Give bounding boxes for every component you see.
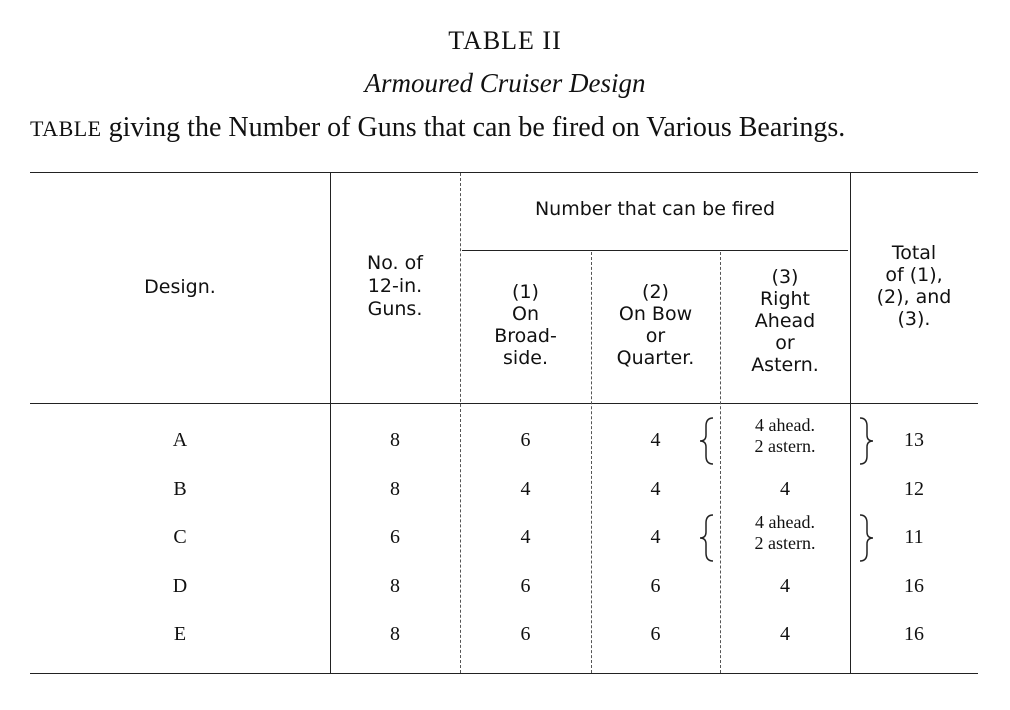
header-total xyxy=(850,242,978,330)
header-broadside-line: side. xyxy=(503,347,548,369)
row-d-bow: 6 xyxy=(650,575,661,597)
header-guns xyxy=(330,252,460,321)
table-number xyxy=(0,26,1010,56)
header-broadside-line: Broad- xyxy=(494,325,557,347)
row-c-bow: 4 xyxy=(650,526,661,548)
row-a-guns: 8 xyxy=(390,429,400,451)
row-b-guns: 8 xyxy=(390,478,400,500)
header-guns-line: Guns. xyxy=(367,298,423,320)
left-brace-icon xyxy=(697,416,717,466)
header-total-line: (2), and xyxy=(876,286,952,308)
header-ahead-line: Astern. xyxy=(751,354,819,376)
header-guns-line: 12-in. xyxy=(367,275,423,297)
row-a-design: A xyxy=(172,429,188,451)
caption-lead: TABLE xyxy=(30,116,102,141)
row-d-broadside: 6 xyxy=(520,575,531,597)
header-total-line: of (1), xyxy=(885,264,943,286)
row-d-design: D xyxy=(172,575,188,597)
header-guns-line: No. of xyxy=(367,252,423,274)
row-c-guns: 6 xyxy=(390,526,400,548)
header-bow-line: Quarter. xyxy=(616,347,695,369)
header-total-line: Total xyxy=(891,242,937,264)
row-a-ahead xyxy=(722,415,848,457)
row-c-ahead-line: 4 ahead. xyxy=(755,512,815,532)
row-c-broadside: 4 xyxy=(520,526,531,548)
row-b-ahead: 4 xyxy=(780,478,790,500)
row-b-total: 12 xyxy=(904,478,924,500)
row-b-bow: 4 xyxy=(650,478,661,500)
row-a-total: 13 xyxy=(904,429,924,451)
row-d-ahead: 4 xyxy=(780,575,790,597)
row-e-total: 16 xyxy=(904,623,924,645)
top-rule xyxy=(30,172,978,173)
group-rule xyxy=(462,250,848,251)
header-bow-line: (2) xyxy=(642,281,669,303)
row-c-ahead xyxy=(722,512,848,554)
row-b-broadside: 4 xyxy=(520,478,531,500)
header-broadside xyxy=(460,281,591,369)
row-e-bow: 6 xyxy=(650,623,661,645)
row-e-design: E xyxy=(173,623,187,645)
bottom-rule xyxy=(30,673,978,674)
row-a-ahead-line: 4 ahead. xyxy=(755,415,815,435)
header-ahead-line: Right xyxy=(759,288,811,310)
header-rule xyxy=(30,403,978,404)
row-c-design: C xyxy=(173,526,187,548)
header-ahead xyxy=(720,266,850,376)
header-total-line: (3). xyxy=(897,308,931,330)
row-b-design: B xyxy=(173,478,187,500)
header-design: Design. xyxy=(144,276,216,298)
header-broadside-line: On xyxy=(512,303,539,325)
header-group: Number that can be fired xyxy=(534,198,776,220)
row-a-ahead-line: 2 astern. xyxy=(754,436,816,456)
row-c-ahead-line: 2 astern. xyxy=(754,533,816,553)
row-e-guns: 8 xyxy=(390,623,400,645)
header-ahead-line: Ahead xyxy=(754,310,816,332)
row-d-guns: 8 xyxy=(390,575,400,597)
row-c-total: 11 xyxy=(904,526,924,548)
row-d-total: 16 xyxy=(904,575,924,597)
caption-rest: giving the Number of Guns that can be fired on Various Bearings. xyxy=(108,112,846,143)
header-ahead-line: or xyxy=(775,332,795,354)
header-bow-line: or xyxy=(645,325,666,347)
header-bow xyxy=(591,281,720,369)
divider-guns xyxy=(460,173,461,673)
row-e-broadside: 6 xyxy=(520,623,531,645)
header-bow-line: On Bow xyxy=(618,303,693,325)
divider-design xyxy=(330,173,331,673)
header-ahead-line: (3) xyxy=(771,266,799,288)
row-a-broadside: 6 xyxy=(520,429,531,451)
row-a-bow: 4 xyxy=(650,429,661,451)
left-brace-icon xyxy=(697,513,717,563)
design-title: Armoured Cruiser Design xyxy=(364,68,646,98)
row-e-ahead: 4 xyxy=(780,623,790,645)
table-label: TABLE II xyxy=(448,26,562,55)
table-caption xyxy=(30,112,845,144)
header-broadside-line: (1) xyxy=(512,281,539,303)
